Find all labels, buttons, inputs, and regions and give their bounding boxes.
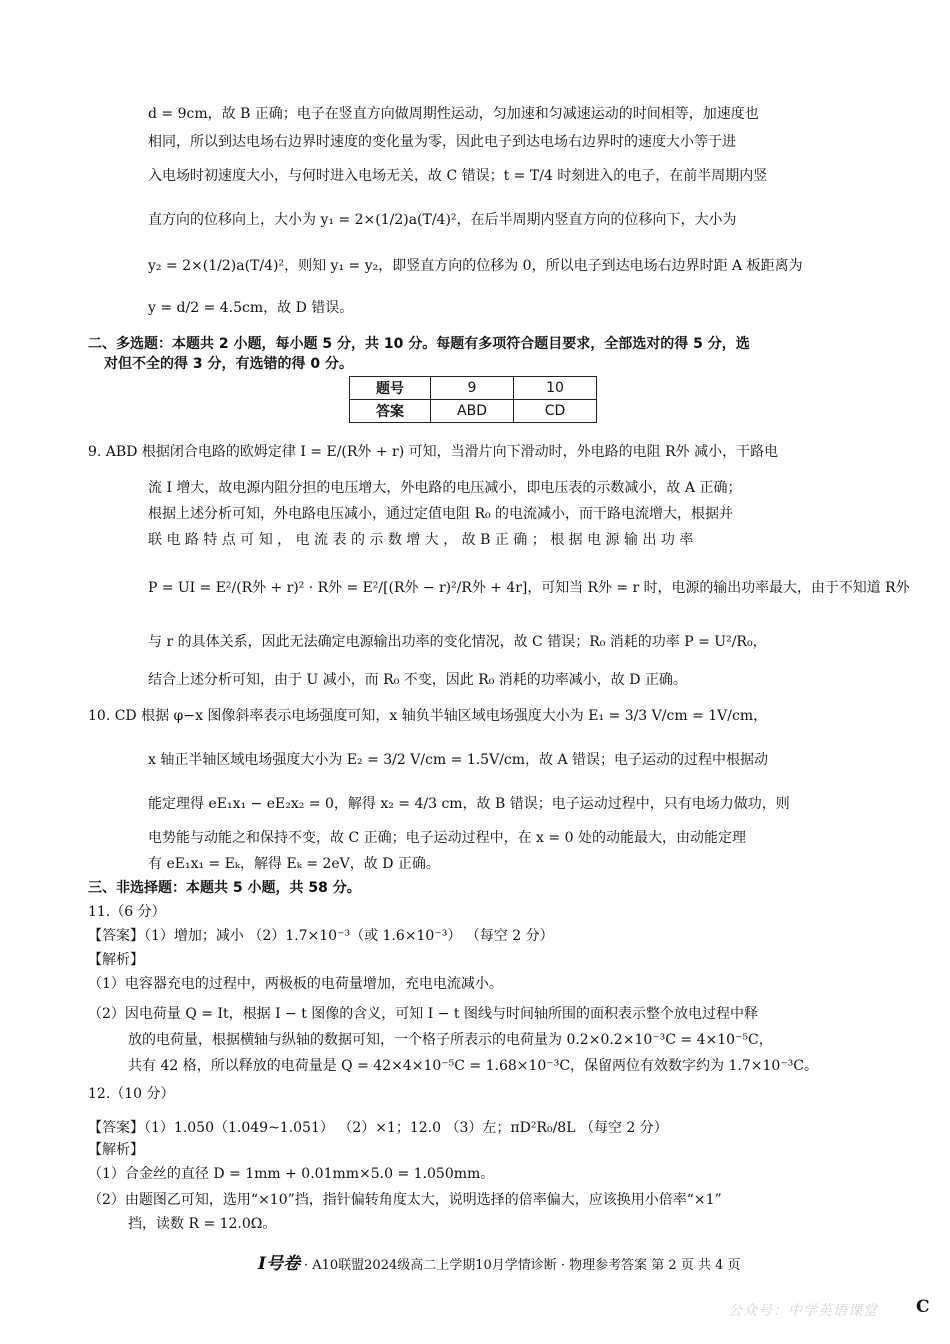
q12-analysis-label: 【解析】 [88,1142,144,1158]
publisher-logo: I号卷 [258,1254,300,1274]
prev-answer-line-3: 入电场时初速度大小，与何时进入电场无关，故 C 错误；t = T/4 时刻进入的电子，在前半周期内竖 [148,168,768,184]
q12-analysis-part-2-line-2: 挡，读数 R = 12.0Ω。 [128,1216,277,1232]
section-2-title-line-1: 二、多选题：本题共 2 小题，每小题 5 分，共 10 分。每题有多项符合题目要求，全部选对的得 5 分，选 [88,336,750,352]
q10-line-2: x 轴正半轴区域电场强度大小为 E₂ = 3/2 V/cm = 1.5V/cm，故 A 错误；电子运动的过程中根据动 [148,752,769,768]
q12-heading: 12.（10 分） [88,1086,175,1102]
table-cell: 9 [431,377,514,400]
q10-line-3: 能定理得 eE₁x₁ − eE₂x₂ = 0，解得 x₂ = 4/3 cm，故 B 错误；电子运动过程中，只有电场力做功，则 [148,796,790,812]
q10-line-5: 有 eE₁x₁ = Eₖ，解得 Eₖ = 2eV，故 D 正确。 [148,856,440,872]
q10-line-1: 10. CD 根据 φ−x 图像斜率表示电场强度可知，x 轴负半轴区域电场强度大小为 E₁ = 3/3 V/cm = 1V/cm， [88,708,768,724]
table-cell: CD [514,400,597,423]
corner-mark: C [916,1297,930,1317]
table-cell: 答案 [350,400,431,423]
q9-line-2: 流 I 增大，故电源内阻分担的电压增大，外电路的电压减小，即电压表的示数减小，故 A 正确； [148,480,742,496]
q11-analysis-part-2-line-3: 共有 42 格，所以释放的电荷量是 Q = 42×4×10⁻⁵C = 1.68×10⁻³C，保留两位有效数字约为 1.7×10⁻³C。 [128,1058,819,1074]
prev-answer-line-1: d = 9cm，故 B 正确；电子在竖直方向做周期性运动，匀加速和匀减速运动的时间相等，加速度也 [148,106,759,122]
section-3-title: 三、非选择题：本题共 5 小题，共 58 分。 [88,880,361,896]
q11-answer: 【答案】（1）增加；减小 （2）1.7×10⁻³（或 1.6×10⁻³） （每空 2 分） [88,928,554,944]
q9-line-7: 结合上述分析可知，由于 U 减小，而 R₀ 不变，因此 R₀ 消耗的功率减小，故 D 正确。 [148,672,687,688]
q12-analysis-part-1: （1）合金丝的直径 D = 1mm + 0.01mm×5.0 = 1.050mm。 [88,1166,495,1182]
answer-table-answer-row [350,400,597,423]
q11-analysis-part-1: （1）电容器充电的过程中，两极板的电荷量增加，充电电流减小。 [88,976,503,992]
answer-table [349,376,597,423]
section-2-title-line-2: 对但不全的得 3 分，有选错的得 0 分。 [104,356,353,372]
q12-analysis-part-2-line-1: （2）由题图乙可知，选用“×10”挡，指针偏转角度太大，说明选择的倍率偏大，应该换用小倍率“×1” [88,1192,722,1208]
q9-line-4: 联 电 路 特 点 可 知 ， 电 流 表 的 示 数 增 大 ， 故 B 正 确 ； 根 据 电 源 输 出 功 率 [148,532,694,548]
q11-analysis-part-2-line-2: 放的电荷量，根据横轴与纵轴的数据可知，一个格子所表示的电荷量为 0.2×0.2×10⁻³C = 4×10⁻⁵C， [128,1032,773,1048]
table-cell: ABD [431,400,514,423]
q9-line-3: 根据上述分析可知，外电路电压减小，通过定值电阻 R₀ 的电流减小，而干路电流增大，根据并 [148,506,734,522]
prev-answer-line-4: 直方向的位移向上，大小为 y₁ = 2×(1/2)a(T/4)²，在后半周期内竖直方向的位移向下，大小为 [148,212,737,228]
q11-analysis-part-2-line-1: （2）因电荷量 Q = It，根据 I − t 图像的含义，可知 I − t 图线与时间轴所围的面积表示整个放电过程中释 [88,1006,758,1022]
table-cell: 10 [514,377,597,400]
prev-answer-line-5: y₂ = 2×(1/2)a(T/4)²，则知 y₁ = y₂，即竖直方向的位移为 0，所以电子到达电场右边界时距 A 板距离为 [148,258,803,274]
q12-answer: 【答案】（1）1.050（1.049~1.051） （2）×1；12.0 （3）左；πD²R₀/8L （每空 2 分） [88,1120,668,1136]
watermark: 公众号：中学英语课堂 [728,1303,878,1319]
page-footer [258,1249,741,1274]
q9-line-5: P = UI = E²/(R外 + r)² · R外 = E²/[(R外 − r)²/R外 + 4r]，可知当 R外 = r 时，电源的输出功率最大，由于不知道 R外 [148,580,910,596]
table-cell: 题号 [350,377,431,400]
answer-table-header-row [350,377,597,400]
prev-answer-line-2: 相同，所以到达电场右边界时速度的变化量为零，因此电子到达电场右边界时的速度大小等于进 [148,134,736,150]
q9-line-1: 9. ABD 根据闭合电路的欧姆定律 I = E/(R外 + r) 可知，当滑片向下滑动时，外电路的电阻 R外 减小，干路电 [88,444,779,460]
q11-heading: 11.（6 分） [88,904,166,920]
footer-text: · A10联盟2024级高二上学期10月学情诊断 · 物理参考答案 第 2 页 共 4 页 [303,1258,741,1273]
q9-line-6: 与 r 的具体关系，因此无法确定电源输出功率的变化情况，故 C 错误；R₀ 消耗的功率 P = U²/R₀， [148,634,767,650]
q11-analysis-label: 【解析】 [88,952,144,968]
prev-answer-line-6: y = d/2 = 4.5cm，故 D 错误。 [148,300,354,316]
q10-line-4: 电势能与动能之和保持不变，故 C 正确；电子运动过程中，在 x = 0 处的动能最大，由动能定理 [148,830,746,846]
